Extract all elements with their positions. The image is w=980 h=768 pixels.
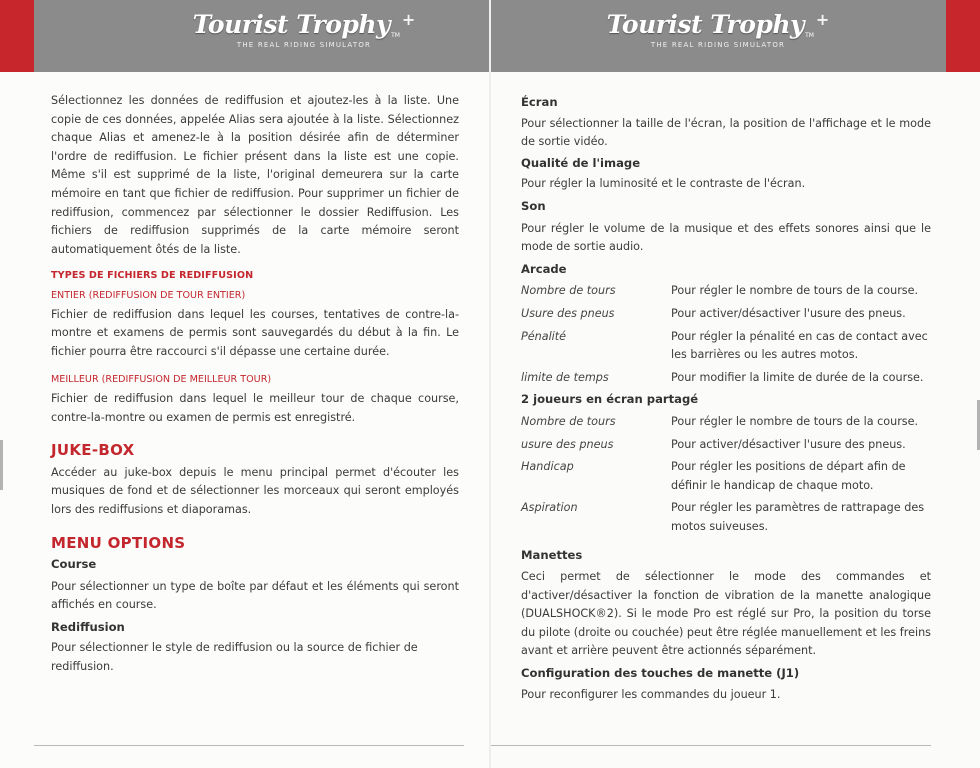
setting-desc: Pour activer/désactiver l'usure des pneus. <box>671 437 906 451</box>
arcade-settings-list <box>521 282 931 387</box>
manettes-heading: Manettes <box>521 548 583 563</box>
deux-joueurs-heading: 2 joueurs en écran partagé <box>521 392 699 407</box>
list-item <box>521 328 931 365</box>
jukebox-heading: JUKE-BOX <box>51 441 135 460</box>
setting-term: limite de temps <box>521 370 609 384</box>
page-header <box>34 0 489 72</box>
logo-brand: Tourist Trophy <box>192 10 391 39</box>
jukebox-text: Accéder au juke-box depuis le menu principal permet d'écouter les musiques de fond et de sélectionner les morceaux qui seront employés lors des rediffusions et diaporamas. <box>51 465 459 516</box>
setting-desc: Pour régler le nombre de tours de la course. <box>671 414 919 428</box>
logo-tm: TM <box>805 32 814 39</box>
entier-text: Fichier de rediffusion dans lequel les courses, tentatives de contre-la-montre et examens de permis sont sauvegardés du début à la fin. Le fichier pourra être raccourci s'il dépasse une certaine durée. <box>51 307 459 358</box>
list-item <box>521 369 931 388</box>
menu-options-heading: MENU OPTIONS <box>51 534 186 553</box>
qualite-text: Pour régler la luminosité et le contraste de l'écran. <box>521 177 806 191</box>
rediffusion-heading: Rediffusion <box>51 619 125 634</box>
logo-tagline: THE REAL RIDING SIMULATOR <box>236 41 372 49</box>
list-item <box>521 458 931 495</box>
course-text: Pour sélectionner un type de boîte par défaut et les éléments qui seront affichés en course. <box>51 579 459 612</box>
setting-desc: Pour régler les positions de départ afin de définir le handicap de chaque moto. <box>671 460 906 492</box>
logo-tm: TM <box>391 32 400 39</box>
page-edge-mark <box>0 440 3 490</box>
course-heading: Course <box>51 557 97 572</box>
types-heading: TYPES DE FICHIERS DE REDIFFUSION <box>51 270 254 282</box>
tourist-trophy-logo <box>154 10 454 49</box>
intro-paragraph: Sélectionnez les données de rediffusion et ajoutez-les à la liste. Une copie de ces données, appelée Alias sera ajoutée à la liste. Sélectionnez chaque Alias et amenez-le à la position désirée afin de déterminer l'ordre de rediffusion. Le fichier présent dans la liste est une copie. Même s'il est supprimé de la liste, l'original demeurera sur la carte mémoire en tant que fichier de rediffusion. Pour supprimer un fichier de rediffusion, commencez par sélectionner le dossier Rediffusion. Les fichiers de rediffusion supprimés de la carte mémoire seront automatiquement ôtés de la liste. <box>51 94 459 256</box>
tourist-trophy-logo <box>568 10 868 49</box>
footer-line <box>34 745 464 746</box>
left-content <box>51 92 459 677</box>
qualite-heading: Qualité de l'image <box>521 155 641 170</box>
son-heading: Son <box>521 198 546 213</box>
red-edge-bar <box>0 0 34 72</box>
setting-desc: Pour régler les paramètres de rattrapage des motos suiveuses. <box>671 501 925 533</box>
list-item <box>521 282 931 301</box>
logo-brand: Tourist Trophy <box>606 10 805 39</box>
ecran-heading: Écran <box>521 95 558 109</box>
son-text: Pour régler le volume de la musique et des effets sonores ainsi que le mode de sortie audio. <box>521 221 931 254</box>
config-heading: Configuration des touches de manette (J1) <box>521 666 800 681</box>
page-header <box>491 0 946 72</box>
setting-term: Pénalité <box>521 329 567 343</box>
ecran-text: Pour sélectionner la taille de l'écran, la position de l'affichage et le mode de sortie vidéo. <box>521 116 931 149</box>
arcade-heading: Arcade <box>521 261 567 276</box>
setting-term: Nombre de tours <box>521 414 616 428</box>
list-item <box>521 436 931 455</box>
rediffusion-text: Pour sélectionner le style de rediffusion ou la source de fichier de rediffusion. <box>51 641 418 674</box>
left-page <box>0 0 489 768</box>
setting-desc: Pour modifier la limite de durée de la course. <box>671 370 924 384</box>
red-edge-bar <box>946 0 980 72</box>
list-item <box>521 413 931 432</box>
manettes-text: Ceci permet de sélectionner le mode des commandes et d'activer/désactiver la fonction de vibration de la manette analogique (DUALSHOCK®2). Si le mode Pro est réglé sur Pro, la position du torse du pilote (droite ou couchée) peut être réglée manuellement et les freins avant et arrière peuvent être actionnés séparément. <box>521 570 931 658</box>
logo-plus: + <box>815 10 830 29</box>
meilleur-label: MEILLEUR (REDIFFUSION DE MEILLEUR TOUR) <box>51 374 272 386</box>
setting-term: Handicap <box>521 460 574 474</box>
setting-term: Aspiration <box>521 501 578 515</box>
right-page <box>491 0 980 768</box>
footer-line <box>491 745 931 746</box>
logo-tagline: THE REAL RIDING SIMULATOR <box>650 41 786 49</box>
logo-plus: + <box>401 10 416 29</box>
list-item <box>521 305 931 324</box>
setting-desc: Pour régler la pénalité en cas de contact avec les barrières ou les autres motos. <box>671 329 928 362</box>
setting-term: usure des pneus <box>521 437 614 451</box>
list-item <box>521 499 931 536</box>
setting-term: Nombre de tours <box>521 284 616 298</box>
setting-desc: Pour activer/désactiver l'usure des pneus. <box>671 306 906 320</box>
meilleur-text: Fichier de rediffusion dans lequel le meilleur tour de chaque course, contre-la-montre ou examen de permis est enregistré. <box>51 391 459 424</box>
config-text: Pour reconfigurer les commandes du joueur 1. <box>521 687 781 701</box>
right-content <box>521 93 931 704</box>
setting-desc: Pour régler le nombre de tours de la course. <box>671 284 919 298</box>
splitscreen-settings-list <box>521 413 931 537</box>
entier-label: ENTIER (REDIFFUSION DE TOUR ENTIER) <box>51 289 246 301</box>
setting-term: Usure des pneus <box>521 306 615 320</box>
